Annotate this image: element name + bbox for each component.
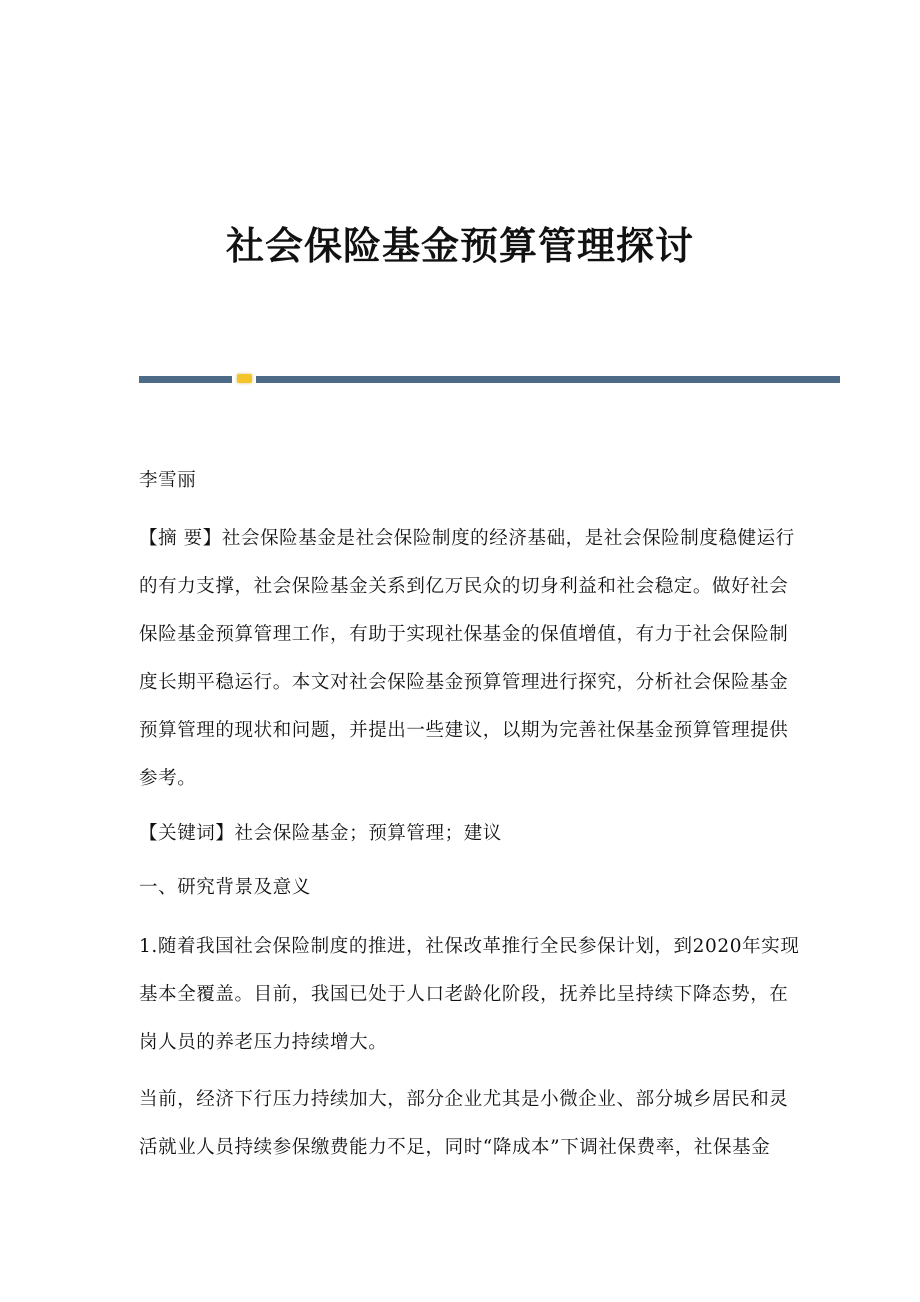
divider-ornament-icon [237,374,252,383]
abstract-line: 的有力支撑，社会保险基金关系到亿万民众的切身利益和社会稳定。做好社会 [139,576,789,597]
author: 李雪丽 [139,470,197,491]
abstract-line: 【摘 要】社会保险基金是社会保险制度的经济基础，是社会保险制度稳健运行 [139,528,795,549]
abstract-line: 参考。 [139,768,197,789]
body-line: 基本全覆盖。目前，我国已处于人口老龄化阶段，抚养比呈持续下降态势，在 [139,984,789,1005]
body-line: 1.随着我国社会保险制度的推进，社保改革推行全民参保计划，到2020年实现 [139,936,800,957]
body-line: 当前，经济下行压力持续加大，部分企业尤其是小微企业、部分城乡居民和灵 [139,1089,789,1110]
document-title: 社会保险基金预算管理探讨 [225,223,694,268]
abstract-line: 保险基金预算管理工作，有助于实现社保基金的保值增值，有力于社会保险制 [139,624,789,645]
section-heading: 一、研究背景及意义 [139,877,311,898]
body-line: 活就业人员持续参保缴费能力不足，同时“降成本”下调社保费率，社保基金 [139,1137,771,1158]
abstract-line: 预算管理的现状和问题，并提出一些建议，以期为完善社保基金预算管理提供 [139,720,789,741]
divider-bar-right [256,376,840,383]
abstract-line: 度长期平稳运行。本文对社会保险基金预算管理进行探究，分析社会保险基金 [139,672,789,693]
body-line: 岗人员的养老压力持续增大。 [139,1032,388,1053]
keywords: 【关键词】社会保险基金；预算管理；建议 [139,823,502,844]
divider-bar-left [139,376,232,383]
